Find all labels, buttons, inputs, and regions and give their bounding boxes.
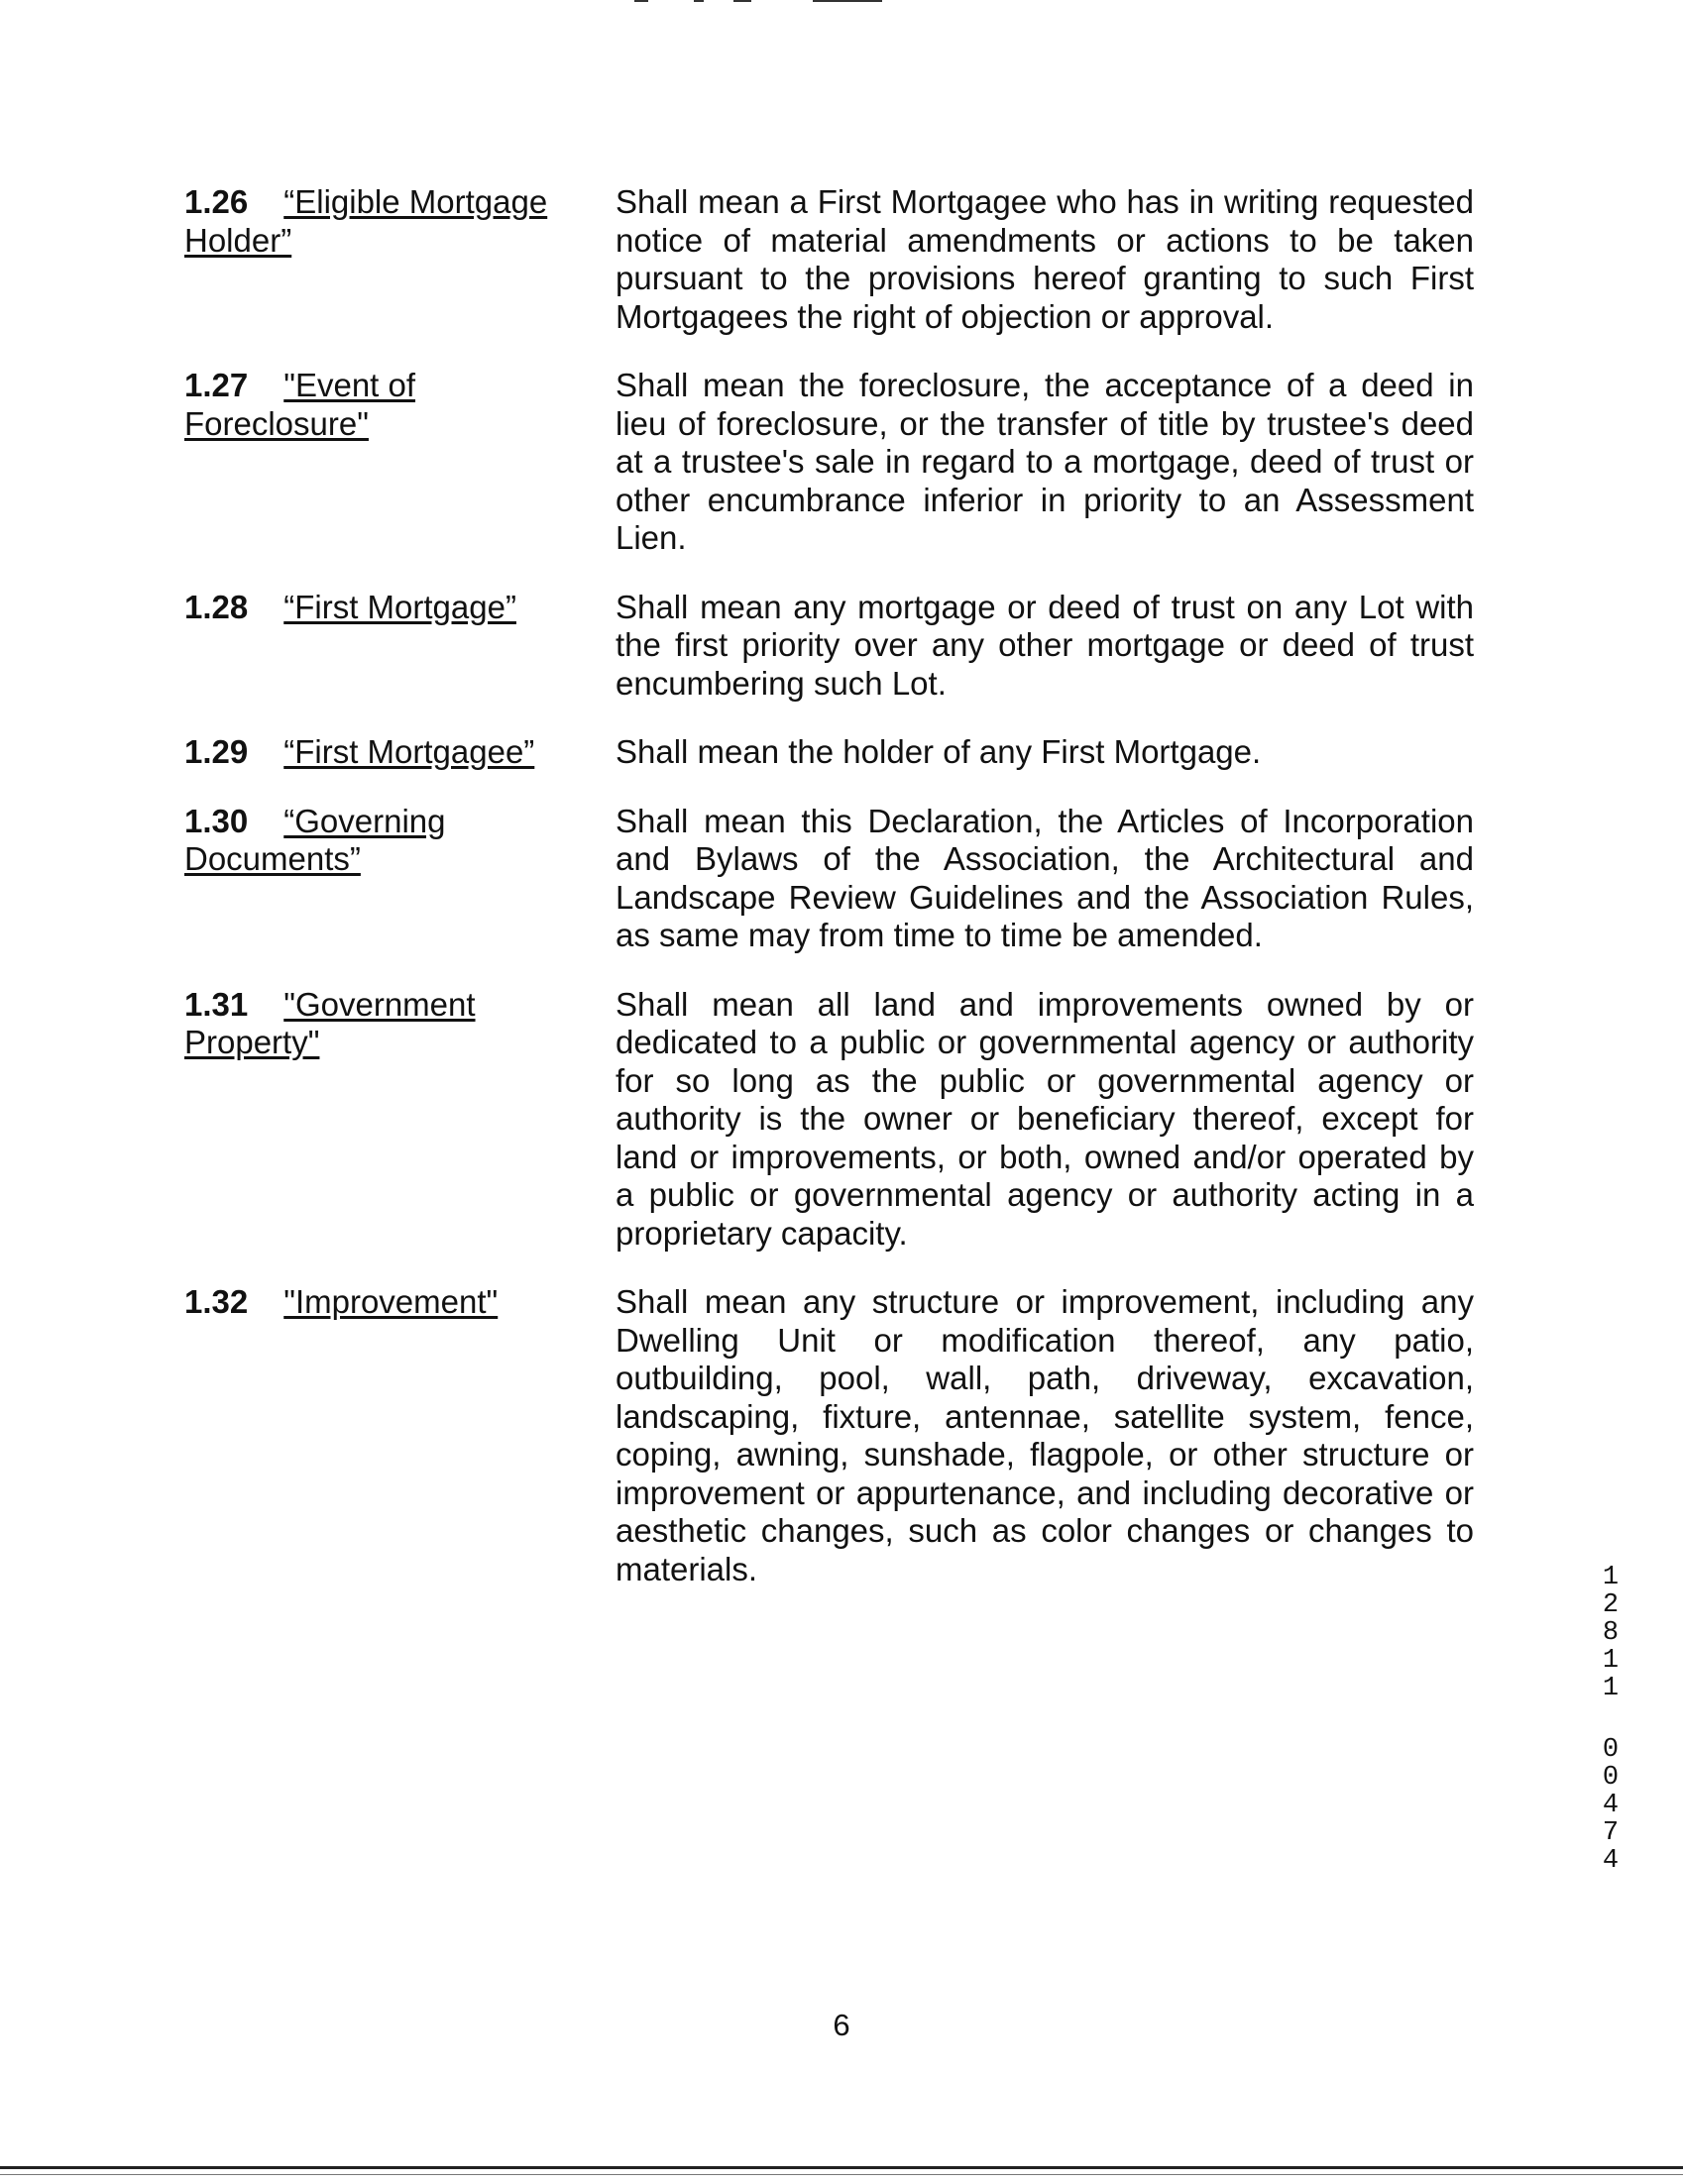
definition-text: Shall mean the holder of any First Mortgage. bbox=[616, 733, 1262, 770]
definition-term: “Eligible Mortgage Holder” bbox=[184, 183, 548, 259]
definition-1-28 bbox=[0, 589, 1683, 704]
definition-1-31 bbox=[0, 986, 1683, 1254]
bates-digit: 4 bbox=[1602, 1846, 1620, 1876]
definition-text: Shall mean all land and improvements owned by or dedicated to a public or governmental agency or authority for so long as the public or governmental agency or authority is the owner or beneficiary thereof, except for land or improvements, or both, owned and/or operated by a public or governmental agency or authority acting in a proprietary capacity. bbox=[616, 985, 1474, 1252]
definition-term: “First Mortgagee” bbox=[283, 733, 535, 770]
bates-digit: 1 bbox=[1602, 1646, 1620, 1676]
definition-number: 1.29 bbox=[184, 733, 249, 770]
definition-1-32 bbox=[0, 1283, 1683, 1588]
page-number: 6 bbox=[833, 2008, 850, 2042]
definition-term-block bbox=[184, 803, 571, 879]
bates-digit: 8 bbox=[1602, 1618, 1620, 1648]
definition-term: “Governing Documents” bbox=[184, 802, 446, 877]
definition-term: "Government Property" bbox=[184, 985, 476, 1060]
definition-1-26 bbox=[0, 183, 1683, 336]
bates-digit: 1 bbox=[1602, 1674, 1620, 1703]
bates-digit: 0 bbox=[1602, 1735, 1620, 1765]
scan-artifact-top bbox=[615, 0, 912, 4]
bates-stamp bbox=[1598, 1564, 1624, 1875]
bates-digit: 2 bbox=[1602, 1590, 1620, 1620]
definition-number: 1.26 bbox=[184, 183, 249, 220]
scan-artifact-bottom-line bbox=[0, 2166, 1683, 2169]
definitions-list bbox=[0, 183, 1683, 1588]
definition-term-block bbox=[184, 367, 571, 443]
bates-digit: 7 bbox=[1602, 1818, 1620, 1848]
definition-1-30 bbox=[0, 803, 1683, 955]
definition-term: “First Mortgage” bbox=[283, 588, 516, 625]
definition-1-29 bbox=[0, 733, 1683, 772]
definition-text: Shall mean a First Mortgagee who has in writing requested notice of material amendments or actions to be taken pursuant to the provisions hereof granting to such First Mortgagees the right of objection or approval. bbox=[616, 183, 1474, 335]
bates-digit: 1 bbox=[1602, 1563, 1620, 1592]
definition-term-block bbox=[184, 589, 571, 627]
definition-number: 1.30 bbox=[184, 802, 249, 839]
definition-term: "Improvement" bbox=[283, 1283, 499, 1320]
definition-number: 1.28 bbox=[184, 588, 249, 625]
definition-number: 1.31 bbox=[184, 985, 249, 1023]
definition-text: Shall mean any mortgage or deed of trust on any Lot with the first priority over any other mortgage or deed of trust encumbering such Lot. bbox=[616, 588, 1474, 702]
bates-digit: 4 bbox=[1602, 1791, 1620, 1820]
definition-term-block bbox=[184, 1283, 571, 1322]
definition-1-27 bbox=[0, 367, 1683, 558]
definition-number: 1.32 bbox=[184, 1283, 249, 1320]
scan-artifact-bottom-line-faint bbox=[0, 2174, 1683, 2175]
definition-text: Shall mean the foreclosure, the acceptance of a deed in lieu of foreclosure, or the transfer of title by trustee's deed at a trustee's sale in regard to a mortgage, deed of trust or other encumbrance inferior in priority to an Assessment Lien. bbox=[616, 367, 1474, 556]
definition-number: 1.27 bbox=[184, 367, 249, 403]
definition-term: "Event of Foreclosure" bbox=[184, 367, 416, 442]
definition-term-block bbox=[184, 183, 571, 260]
definition-text: Shall mean this Declaration, the Articles of Incorporation and Bylaws of the Association, the Architectural and Landscape Review Guidelines and the Association Rules, as same may from time to time be amended. bbox=[616, 802, 1474, 953]
definition-term-block bbox=[184, 986, 571, 1062]
bates-digit: 0 bbox=[1602, 1763, 1620, 1793]
definition-text: Shall mean any structure or improvement, including any Dwelling Unit or modification thereof, any patio, outbuilding, pool, wall, path, driveway, excavation, landscaping, fixture, antennae, satellite system, fence, coping, awning, sunshade, flagpole, or other structure or improvement or appurtenance, and including decorative or aesthetic changes, such as color changes or changes to materials. bbox=[616, 1283, 1474, 1587]
definition-term-block bbox=[184, 733, 571, 772]
